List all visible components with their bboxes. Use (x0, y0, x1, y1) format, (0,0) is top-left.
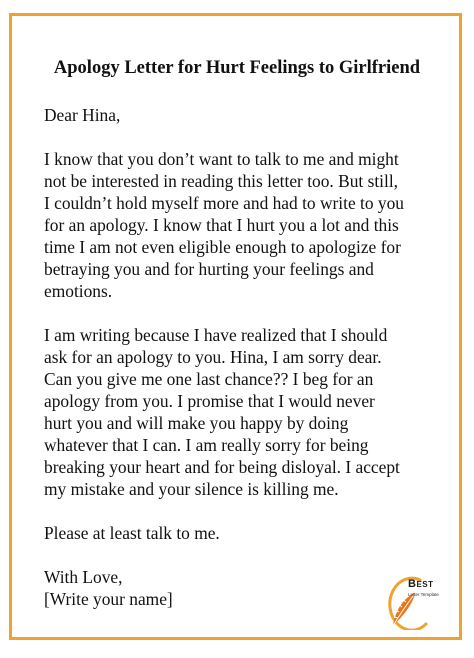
logo-subtitle: Letter Template (408, 592, 439, 597)
paragraph-1-line: betraying you and for hurting your feelings and (44, 259, 374, 279)
paragraph-1-line: for an apology. I know that I hurt you a lot and this (44, 215, 399, 235)
paragraph-2-line: I am writing because I have realized that I should (44, 325, 388, 345)
paragraph-1-line: time I am not even eligible enough to apologize for (44, 237, 401, 257)
paragraph-3: Please at least talk to me. (44, 523, 220, 543)
paragraph-2-line: my mistake and your silence is killing me. (44, 479, 339, 499)
paragraph-1 (44, 148, 444, 302)
letter-title: Apology Letter for Hurt Feelings to Girlfriend (53, 58, 421, 78)
paragraph-2-line: apology from you. I promise that I would never (44, 391, 375, 411)
paragraph-1-line: not be interested in reading this letter too. But still, (44, 171, 399, 191)
logo-brand-text: Best (408, 578, 434, 590)
paragraph-1-line: I know that you don’t want to talk to me and might (44, 149, 399, 169)
signature-placeholder: [Write your name] (44, 589, 173, 609)
letter-body (44, 104, 444, 610)
closing: With Love, (44, 567, 123, 587)
paragraph-2-line: breaking your heart and for being disloyal. I accept (44, 457, 400, 477)
brand-logo (386, 572, 448, 634)
paragraph-2-line: hurt you and will make you happy by doing (44, 413, 349, 433)
paragraph-2-line: Can you give me one last chance?? I beg for an (44, 369, 374, 389)
salutation: Dear Hina, (44, 105, 121, 125)
paragraph-1-line: emotions. (44, 281, 113, 301)
paragraph-2 (44, 324, 444, 500)
paragraph-2-line: ask for an apology to you. Hina, I am sorry dear. (44, 347, 382, 367)
paragraph-1-line: I couldn’t hold myself more and had to write to you (44, 193, 404, 213)
paragraph-2-line: whatever that I can. I am really sorry for being (44, 435, 369, 455)
